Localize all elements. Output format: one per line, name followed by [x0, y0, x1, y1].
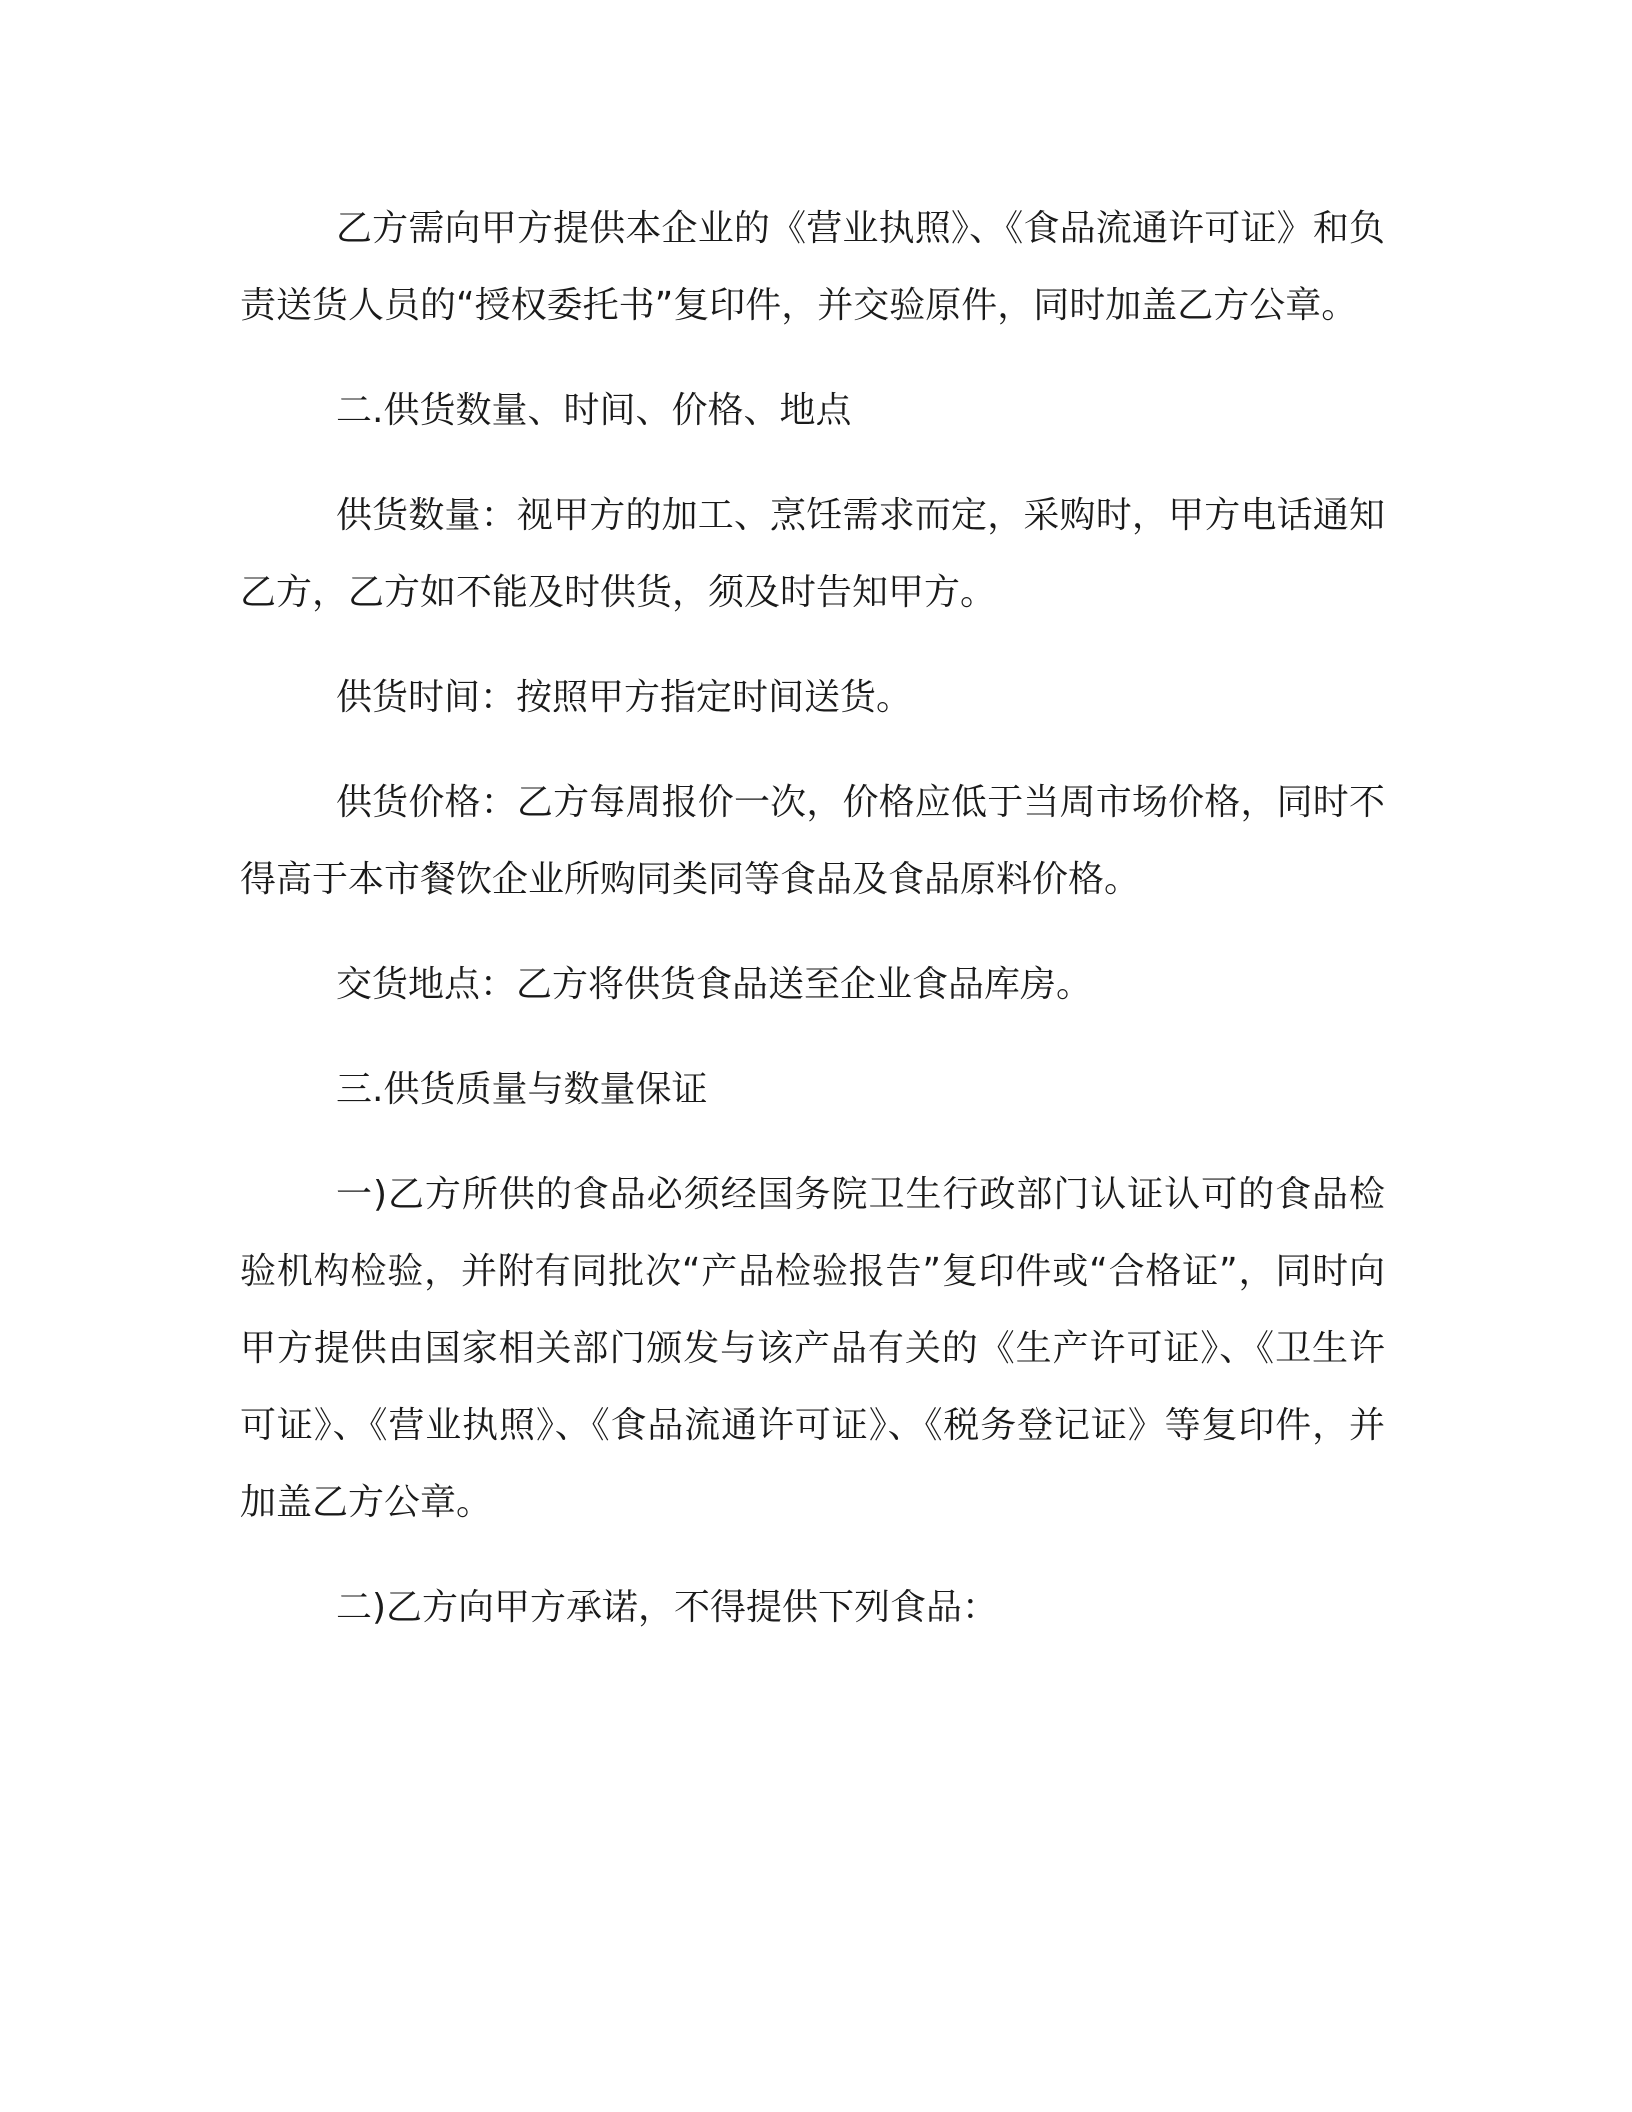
section-heading-quality-guarantee: 三.供货质量与数量保证: [336, 1069, 708, 1110]
paragraph-supplier-documents: 乙方需向甲方提供本企业的《营业执照》、《食品流通许可证》和负责送货人员的“授权委托书”复印件，并交验原件，同时加盖乙方公章。: [240, 208, 1385, 326]
paragraph-delivery-location: 交货地点：乙方将供货食品送至企业食品库房。: [336, 964, 1093, 1005]
paragraph-inspection-requirements: 一)乙方所供的食品必须经国务院卫生行政部门认证认可的食品检验机构检验，并附有同批次“产品检验报告”复印件或“合格证”，同时向甲方提供由国家相关部门颁发与该产品有关的《生产许可证》、《卫生许可证》、《营业执照》、《食品流通许可证》、《税务登记证》等复印件，并加盖乙方公章。: [240, 1174, 1385, 1523]
document-body: [240, 190, 1385, 1646]
paragraph-prohibited-foods: 二)乙方向甲方承诺，不得提供下列食品：: [336, 1587, 999, 1628]
section-heading-supply-terms: 二.供货数量、时间、价格、地点: [336, 390, 852, 431]
paragraph-supply-quantity: 供货数量：视甲方的加工、烹饪需求而定，采购时，甲方电话通知乙方，乙方如不能及时供货，须及时告知甲方。: [240, 495, 1385, 613]
paragraph-supply-price: 供货价格：乙方每周报价一次，价格应低于当周市场价格，同时不得高于本市餐饮企业所购同类同等食品及食品原料价格。: [240, 782, 1385, 900]
paragraph-supply-time: 供货时间：按照甲方指定时间送货。: [336, 677, 913, 718]
